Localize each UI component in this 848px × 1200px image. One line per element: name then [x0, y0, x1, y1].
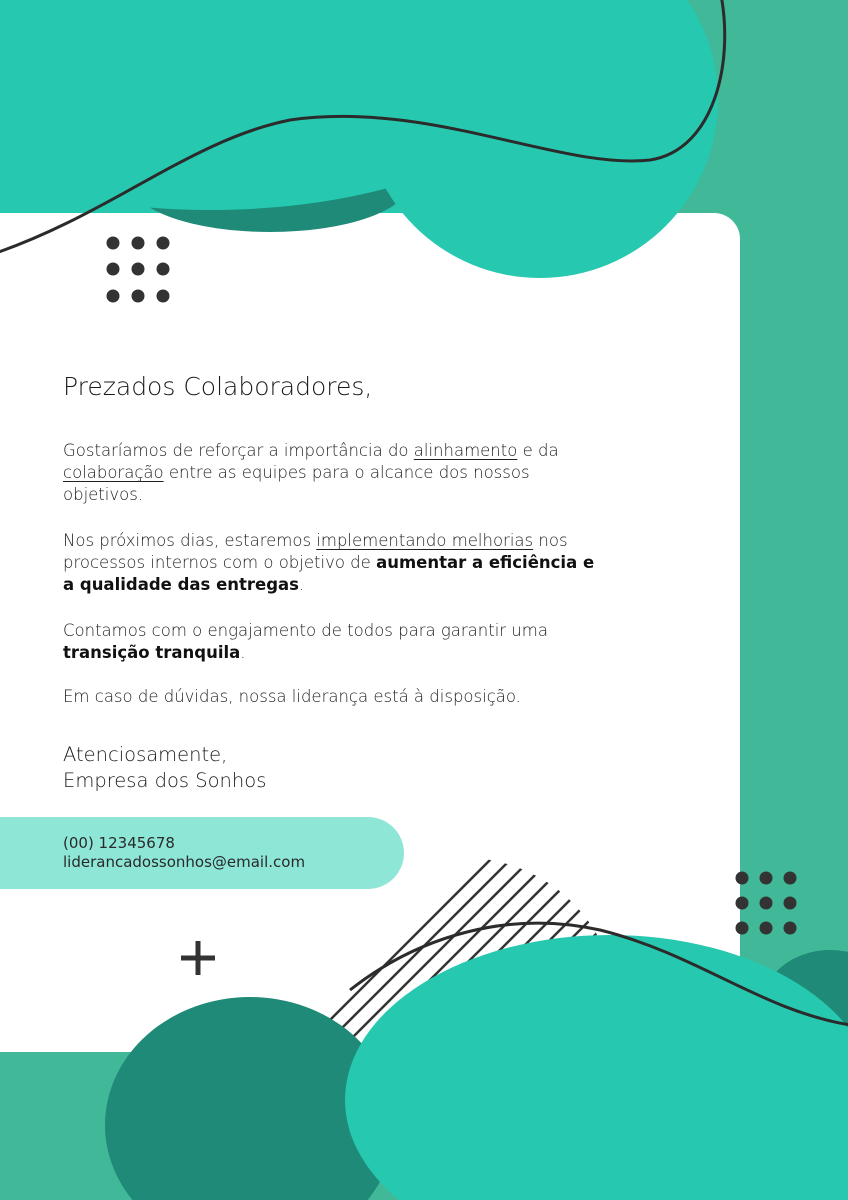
company-name: Empresa dos Sonhos	[63, 769, 267, 792]
p1-text-2: e da	[517, 441, 559, 460]
p3-text-2: .	[240, 643, 246, 662]
p3-bold-transicao: transição tranquila	[63, 643, 241, 662]
greeting: Prezados Colaboradores,	[63, 372, 373, 401]
p2-text-3: .	[299, 575, 305, 594]
p2-text-2: nos processos internos com o objetivo de	[63, 531, 568, 572]
p3-text-1: Contamos com o engajamento de todos para garantir uma	[63, 621, 548, 640]
contact-email[interactable]: liderancadossonhos@email.com	[63, 853, 306, 871]
closing	[63, 742, 266, 794]
p2-underline-melhorias: implementando melhorias	[316, 531, 534, 550]
p1-text-3: entre as equipes para o alcance dos nossos objetivos.	[63, 463, 530, 504]
top-dots-grid	[107, 237, 170, 303]
right-dots-grid	[736, 872, 797, 935]
closing-salutation: Atenciosamente,	[63, 743, 228, 766]
plus-icon	[181, 941, 215, 975]
paragraph-questions: Em caso de dúvidas, nossa liderança está à disposição.	[63, 687, 521, 706]
p2-bold-eficiencia: aumentar a eficiência e a qualidade das entregas	[63, 553, 595, 594]
paragraph-improvements	[63, 530, 603, 596]
paragraph-engagement	[63, 620, 603, 664]
p1-underline-alinhamento: alinhamento	[413, 441, 518, 460]
contact-phone: (00) 12345678	[63, 834, 175, 852]
p2-text-1: Nos próximos dias, estaremos	[63, 531, 317, 550]
p1-text-1: Gostaríamos de reforçar a importância do	[63, 441, 414, 460]
paragraph-alignment	[63, 440, 603, 506]
p1-underline-colaboracao: colaboração	[63, 463, 164, 482]
